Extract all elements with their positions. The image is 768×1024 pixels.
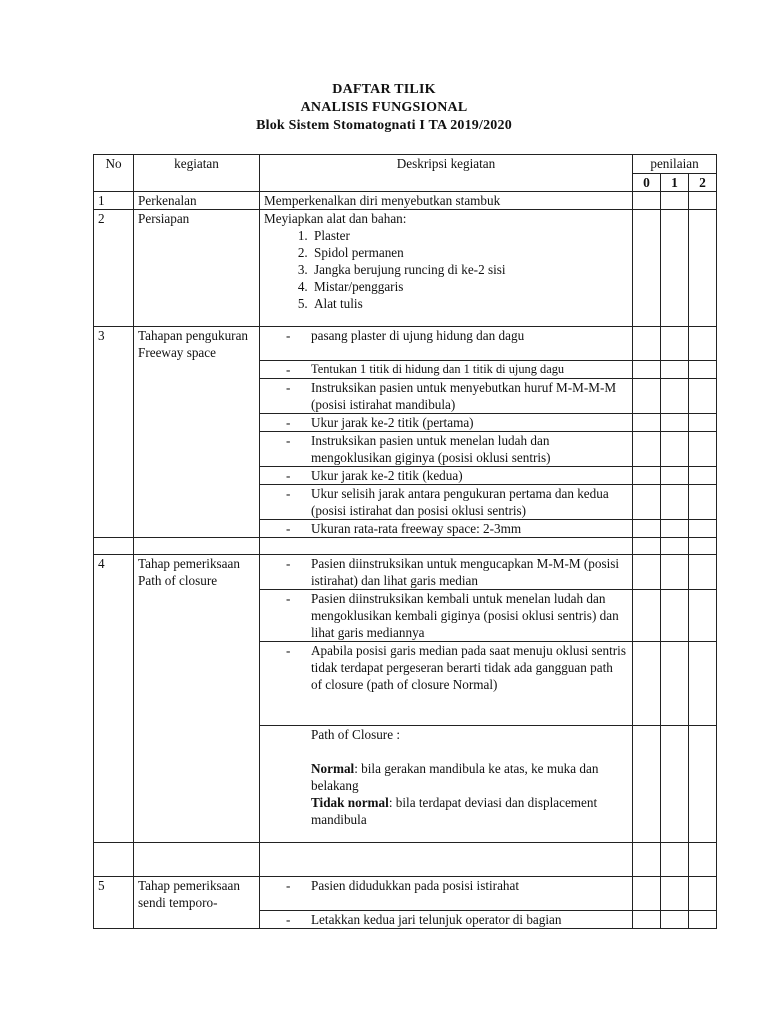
step-text: Tentukan 1 titik di hidung dan 1 titik di ujung dagu	[311, 362, 565, 376]
row-no: 5	[94, 877, 134, 929]
closure-description	[260, 726, 633, 843]
score-cell-1[interactable]	[661, 642, 689, 726]
list-item: 1. Plaster	[311, 227, 628, 244]
score-cell-0[interactable]	[633, 414, 661, 432]
score-cell-1[interactable]	[661, 877, 689, 911]
score-cell-2[interactable]	[689, 361, 717, 379]
step-cell	[260, 485, 633, 520]
row-description	[260, 210, 633, 327]
score-cell-2[interactable]	[689, 327, 717, 361]
score-cell-2[interactable]	[689, 192, 717, 210]
list-item: 5. Alat tulis	[311, 295, 628, 312]
document-title: DAFTAR TILIK	[332, 82, 436, 97]
score-cell-1[interactable]	[661, 485, 689, 520]
score-cell-0[interactable]	[633, 520, 661, 538]
table-header-row	[94, 155, 717, 174]
score-cell-1[interactable]	[661, 911, 689, 929]
row-no: 4	[94, 555, 134, 843]
score-cell-0[interactable]	[633, 877, 661, 911]
step-cell	[260, 642, 633, 726]
step-text: Ukur selisih jarak antara pengukuran pertama dan kedua (posisi istirahat dan posisi oklusi sentris)	[311, 486, 609, 518]
score-cell-0[interactable]	[633, 192, 661, 210]
score-cell-0[interactable]	[633, 467, 661, 485]
header-no: No	[94, 155, 134, 192]
score-cell-0[interactable]	[633, 911, 661, 929]
score-cell-1[interactable]	[661, 726, 689, 843]
step-cell	[260, 590, 633, 642]
table-row	[94, 192, 717, 210]
score-cell-2[interactable]	[689, 911, 717, 929]
materials-list	[264, 227, 628, 312]
header-penilaian: penilaian	[633, 155, 717, 174]
step-text: Letakkan kedua jari telunjuk operator di bagian	[311, 912, 562, 927]
table-row	[94, 210, 717, 327]
empty-row	[94, 843, 717, 877]
step-text: Pasien didudukkan pada posisi istirahat	[311, 878, 520, 893]
score-cell-1[interactable]	[661, 361, 689, 379]
score-header-1: 1	[661, 174, 689, 192]
dash-marker: -	[286, 362, 291, 377]
dash-marker: -	[286, 878, 291, 893]
score-cell-0[interactable]	[633, 432, 661, 467]
normal-label: Normal	[311, 761, 355, 776]
score-cell-2[interactable]	[689, 432, 717, 467]
score-cell-1[interactable]	[661, 192, 689, 210]
score-cell-2[interactable]	[689, 414, 717, 432]
score-header-2: 2	[689, 174, 717, 192]
step-cell	[260, 911, 633, 929]
score-cell-1[interactable]	[661, 327, 689, 361]
score-cell-0[interactable]	[633, 590, 661, 642]
step-text: Pasien diinstruksikan untuk mengucapkan M-M-M (posisi istirahat) dan lihat garis median	[311, 556, 620, 588]
score-cell-1[interactable]	[661, 555, 689, 590]
score-cell-2[interactable]	[689, 726, 717, 843]
score-cell-2[interactable]	[689, 590, 717, 642]
score-cell-2[interactable]	[689, 467, 717, 485]
description-intro: Meyiapkan alat dan bahan:	[264, 211, 407, 226]
dash-marker: -	[286, 433, 291, 448]
step-text: Apabila posisi garis median pada saat menuju oklusi sentris tidak terdapat pergeseran berarti tidak ada gangguan path of closure (path of closure Normal)	[311, 643, 626, 692]
header-kegiatan: kegiatan	[134, 155, 260, 192]
course-title: Blok Sistem Stomatognati I TA 2019/2020	[256, 118, 512, 133]
step-cell	[260, 327, 633, 361]
step-text: Instruksikan pasien untuk menelan ludah dan mengoklusikan giginya (posisi oklusi sentris)	[311, 433, 551, 465]
step-text: Ukuran rata-rata freeway space: 2-3mm	[311, 521, 522, 536]
score-cell-1[interactable]	[661, 414, 689, 432]
score-cell-2[interactable]	[689, 877, 717, 911]
score-cell-0[interactable]	[633, 210, 661, 327]
score-cell-0[interactable]	[633, 726, 661, 843]
score-cell-2[interactable]	[689, 555, 717, 590]
score-cell-0[interactable]	[633, 642, 661, 726]
step-text: pasang plaster di ujung hidung dan dagu	[311, 328, 525, 343]
step-cell	[260, 361, 633, 379]
row-kegiatan: Persiapan	[134, 210, 260, 327]
score-header-0: 0	[633, 174, 661, 192]
step-cell	[260, 467, 633, 485]
score-cell-1[interactable]	[661, 590, 689, 642]
table-row	[94, 555, 717, 590]
step-cell	[260, 432, 633, 467]
document-subtitle: ANALISIS FUNGSIONAL	[300, 100, 468, 115]
table-row	[94, 327, 717, 361]
closure-title: Path of Closure :	[311, 727, 401, 742]
row-no: 3	[94, 327, 134, 538]
dash-marker: -	[286, 468, 291, 483]
row-no: 2	[94, 210, 134, 327]
score-cell-0[interactable]	[633, 485, 661, 520]
score-cell-0[interactable]	[633, 327, 661, 361]
list-item: 3. Jangka berujung runcing di ke-2 sisi	[311, 261, 628, 278]
score-cell-0[interactable]	[633, 361, 661, 379]
empty-row	[94, 538, 717, 555]
dash-marker: -	[286, 328, 291, 343]
score-cell-2[interactable]	[689, 520, 717, 538]
row-kegiatan: Tahap pemeriksaan sendi temporo-	[134, 877, 260, 929]
row-no: 1	[94, 192, 134, 210]
step-cell	[260, 379, 633, 414]
abnormal-label: Tidak normal	[311, 795, 389, 810]
score-cell-2[interactable]	[689, 642, 717, 726]
score-cell-0[interactable]	[633, 555, 661, 590]
score-cell-0[interactable]	[633, 379, 661, 414]
row-kegiatan: Perkenalan	[134, 192, 260, 210]
step-cell	[260, 414, 633, 432]
score-cell-2[interactable]	[689, 379, 717, 414]
dash-marker: -	[286, 380, 291, 395]
row-description: Memperkenalkan diri menyebutkan stambuk	[260, 192, 633, 210]
score-cell-2[interactable]	[689, 485, 717, 520]
dash-marker: -	[286, 486, 291, 501]
score-cell-1[interactable]	[661, 210, 689, 327]
row-kegiatan: Tahap pemeriksaan Path of closure	[134, 555, 260, 843]
dash-marker: -	[286, 912, 291, 927]
closure-abnormal	[264, 794, 628, 828]
checklist-table	[93, 154, 717, 929]
step-cell	[260, 520, 633, 538]
header-deskripsi: Deskripsi kegiatan	[260, 155, 633, 192]
row-kegiatan: Tahapan pengukuran Freeway space	[134, 327, 260, 538]
step-text: Ukur jarak ke-2 titik (pertama)	[311, 415, 474, 430]
dash-marker: -	[286, 643, 291, 658]
list-item: 2. Spidol permanen	[311, 244, 628, 261]
score-cell-1[interactable]	[661, 379, 689, 414]
score-cell-1[interactable]	[661, 520, 689, 538]
dash-marker: -	[286, 415, 291, 430]
dash-marker: -	[286, 591, 291, 606]
score-cell-1[interactable]	[661, 467, 689, 485]
closure-normal	[264, 760, 628, 794]
dash-marker: -	[286, 556, 291, 571]
step-cell	[260, 877, 633, 911]
document-header	[0, 81, 768, 135]
table-row	[94, 877, 717, 911]
dash-marker: -	[286, 521, 291, 536]
normal-text: : bila gerakan mandibula ke atas, ke muka dan belakang	[311, 761, 599, 793]
step-cell	[260, 555, 633, 590]
score-cell-1[interactable]	[661, 432, 689, 467]
score-cell-2[interactable]	[689, 210, 717, 327]
step-text: Pasien diinstruksikan kembali untuk menelan ludah dan mengoklusikan kembali giginya (posisi oklusi sentris) dan lihat garis mediannya	[311, 591, 619, 640]
step-text: Instruksikan pasien untuk menyebutkan huruf M-M-M-M (posisi istirahat mandibula)	[311, 380, 617, 412]
list-item: 4. Mistar/penggaris	[311, 278, 628, 295]
abnormal-text: : bila terdapat deviasi dan displacement mandibula	[311, 795, 598, 827]
step-text: Ukur jarak ke-2 titik (kedua)	[311, 468, 463, 483]
